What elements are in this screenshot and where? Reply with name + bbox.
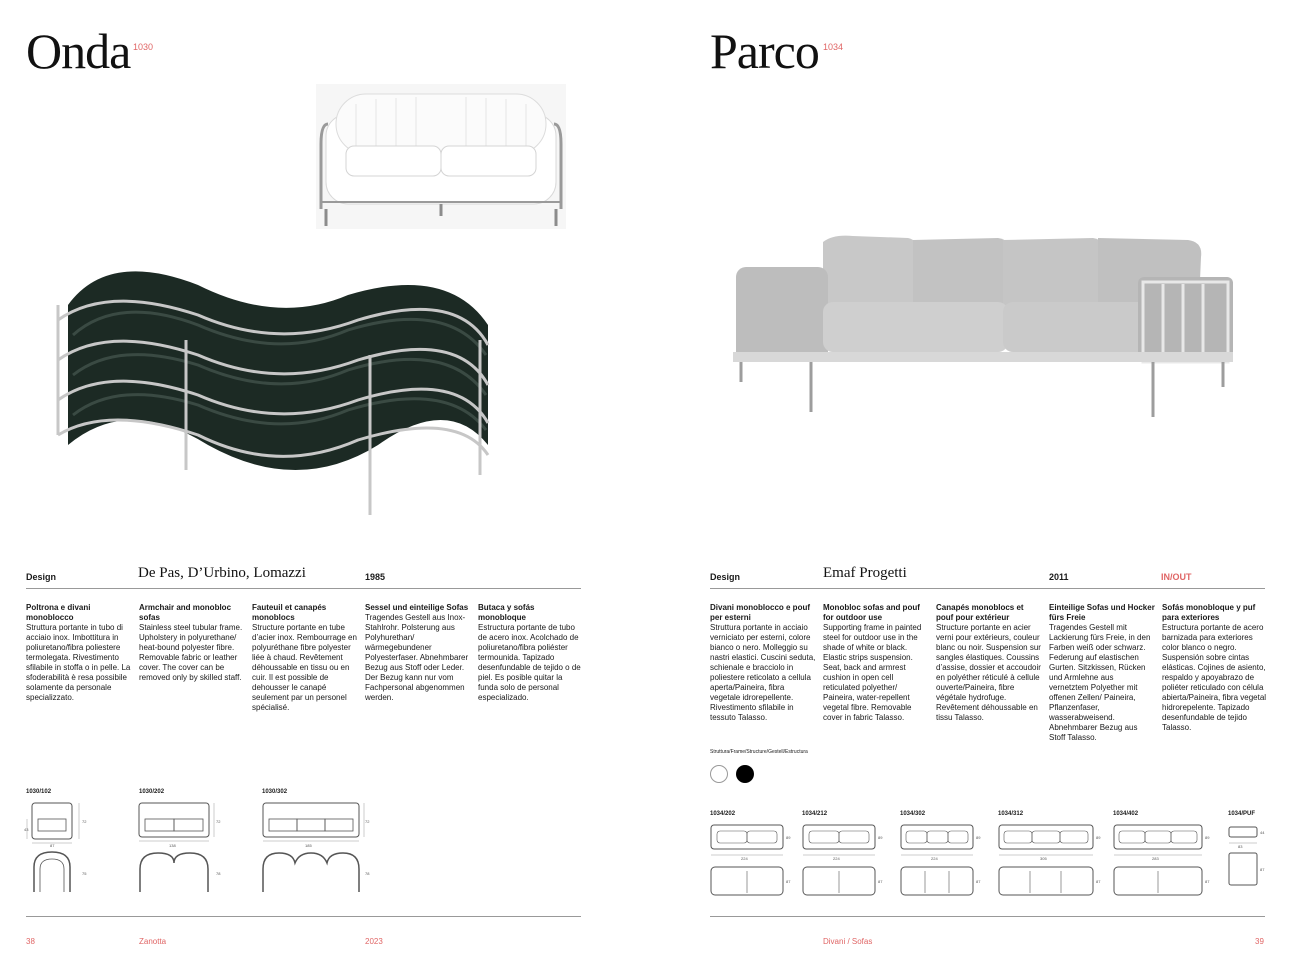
product-title: Onda xyxy=(26,23,131,79)
description-en: Monobloc sofas and pouf for outdoor use Supporting frame in painted steel for outdoor use in the shade of white or black. Elastic strips suspension. Seat, back and armrest cushion in open cell reticulated polyether/ Paineira, water-repellent vegetal fibre. Removable cover in fabric Talasso. xyxy=(823,603,922,722)
svg-text:138: 138 xyxy=(169,843,176,848)
dimension-drawing-1034-312 xyxy=(996,819,1106,899)
description-de: Einteilige Sofas und Hocker fürs Freie Tragendes Gestell mit Lackierung fürs Freie, in den Farben weiß oder schwarz. Federung auf elastischen Gurten. Sitzkissen, Rücken und Armlehne aus vernetztem Polyether mit offenen Zellen/ Paineira, Pflanzenfaser, wasserabweisend. Abnehmbarer Bezug aus Stoff Talasso. xyxy=(1049,603,1155,742)
dimension-drawing-1034-puf xyxy=(1226,819,1271,899)
svg-text:72: 72 xyxy=(82,819,87,824)
onda-black-sofa-image xyxy=(48,245,508,520)
svg-text:305: 305 xyxy=(1040,856,1047,861)
page-number: 38 xyxy=(26,937,35,946)
svg-text:43: 43 xyxy=(24,827,29,832)
svg-text:87: 87 xyxy=(1096,879,1101,884)
description-fr: Fauteuil et canapés monoblocs Structure portante en tube d’acier inox. Rembourrage en polyuréthane fibre polyester liée à chaud. Revêtement déhoussable en tissu ou en cuir. Il est possible de dehousser le canapé seulement par un personel spécialisé. xyxy=(252,603,357,712)
designer-name: Emaf Progetti xyxy=(823,565,907,581)
model-code: 1034/PUF xyxy=(1228,811,1256,817)
brand-name: Zanotta xyxy=(139,937,167,946)
divider xyxy=(26,588,581,589)
dimension-drawing-1034-402 xyxy=(1111,819,1216,899)
footer-divider xyxy=(26,916,581,917)
swatch-black[interactable] xyxy=(736,765,754,783)
svg-text:89: 89 xyxy=(1205,835,1210,840)
svg-text:89: 89 xyxy=(1096,835,1101,840)
dimension-drawing-1030-302 xyxy=(259,797,379,897)
dimension-drawing-1034-202 xyxy=(708,819,793,899)
in-out-badge: IN/OUT xyxy=(1161,572,1192,582)
description-it: Poltrona e divani monoblocco Struttura portante in tubo di acciaio inox. Imbottitura in poliuretano/fibra poliestere termolegata. Rivestimento sfilabile in stoffa o in pelle. La sfoderabilità è resa possibile solamente da personale specializzato. xyxy=(26,603,131,702)
right-page xyxy=(645,0,1291,968)
model-code: 1030/302 xyxy=(262,789,288,795)
dimension-drawing-1034-212 xyxy=(800,819,885,899)
svg-text:89: 89 xyxy=(786,835,791,840)
onda-white-sofa-image xyxy=(316,84,566,229)
product-title: Parco xyxy=(710,23,819,79)
svg-text:89: 89 xyxy=(976,835,981,840)
design-label: Design xyxy=(26,572,57,582)
model-code: 1034/402 xyxy=(1113,811,1139,817)
svg-text:44: 44 xyxy=(1260,830,1265,835)
model-code: 1030/102 xyxy=(26,789,52,795)
svg-text:224: 224 xyxy=(741,856,748,861)
description-fr: Canapés monoblocs et pouf pour extérieur Structure portante en acier verni pour extérieurs, couleur blanc ou noir. Suspension sur sangles élastiques. Coussins d’assise, dossier et accoudoir en polyéther réticulé à cellule ouverte/Paineira, fibre végétale hydrofuge. Revêtement déhoussable en tissu Talasso. xyxy=(936,603,1041,722)
svg-text:87: 87 xyxy=(50,843,55,848)
description-it: Divani monoblocco e pouf per esterni Struttura portante in acciaio verniciato per esterni, colore bianco o nero. Molleggio su nastri elastici. Cuscini seduta, schienale e bracciolo in poliestere reticolato a cellula aperta/Paineira, fibra vegetale idrorepellente. Rivestimento sfilabile in tessuto Talasso. xyxy=(710,603,816,722)
designer-name: De Pas, D’Urbino, Lomazzi xyxy=(138,565,306,581)
description-es: Butaca y sofás monobloque Estructura portante de tubo de acero inox. Acolchado de poliuretano/fibra poliéster termounida. Tapizado desenfundable de tejido o de piel. Es posible quitar la funda solo de personal especializado. xyxy=(478,603,581,702)
svg-text:78: 78 xyxy=(365,871,370,876)
page-number: 39 xyxy=(1255,937,1264,946)
description-en: Armchair and monobloc sofas Stainless steel tubular frame. Upholstery in polyurethane/ heat-bound polyester fibre. Removable fabric or leather cover. The cover can be removed only by skilled staff. xyxy=(139,603,243,682)
svg-text:75: 75 xyxy=(82,871,87,876)
left-page xyxy=(0,0,645,968)
svg-text:283: 283 xyxy=(1152,856,1159,861)
svg-text:72: 72 xyxy=(365,819,370,824)
svg-text:87: 87 xyxy=(878,879,883,884)
dimension-drawing-1030-102 xyxy=(24,797,94,897)
footer-divider xyxy=(710,916,1265,917)
divider xyxy=(710,588,1265,589)
svg-text:224: 224 xyxy=(931,856,938,861)
svg-text:89: 89 xyxy=(878,835,883,840)
svg-text:72: 72 xyxy=(216,819,221,824)
svg-text:87: 87 xyxy=(786,879,791,884)
svg-text:78: 78 xyxy=(216,871,221,876)
description-es: Sofás monobloque y puf para exteriores Estructura portante de acero barnizada para exteriores color blanco o negro. Suspensión sobre cintas elásticas. Cojines de asiento, respaldo y apoyabrazo de poliéter reticulado con célula abierta/Paineira, fibra vegetal hidrorepelente. Tapizado desenfundable de tejido Talasso. xyxy=(1162,603,1267,732)
design-year: 1985 xyxy=(365,572,386,582)
model-code: 1030/202 xyxy=(139,789,165,795)
frame-color-label: Struttura/Frame/Structure/Gestell/Estructura xyxy=(710,749,808,755)
product-code: 1034 xyxy=(823,42,844,52)
svg-text:87: 87 xyxy=(1205,879,1210,884)
svg-text:185: 185 xyxy=(305,843,312,848)
model-code: 1034/312 xyxy=(998,811,1024,817)
dimension-drawing-1030-202 xyxy=(136,797,226,897)
svg-text:83: 83 xyxy=(1238,844,1243,849)
svg-text:87: 87 xyxy=(976,879,981,884)
swatch-white[interactable] xyxy=(710,765,728,783)
model-code: 1034/212 xyxy=(802,811,828,817)
description-de: Sessel und einteilige Sofas Tragendes Gestell aus Inox-Stahlrohr. Polsterung aus Polyhurethan/ wärmegebundener Polyesterfaser. Abnehmbarer Bezug aus Stoff oder Leder. Der Bezug kann nur vom Fachpersonal abgenommen werden. xyxy=(365,603,469,702)
model-code: 1034/202 xyxy=(710,811,736,817)
dimension-drawing-1034-302 xyxy=(898,819,983,899)
catalog-year: 2023 xyxy=(365,937,383,946)
model-code: 1034/302 xyxy=(900,811,926,817)
product-code: 1030 xyxy=(133,42,154,52)
svg-text:224: 224 xyxy=(833,856,840,861)
design-label: Design xyxy=(710,572,741,582)
svg-text:87: 87 xyxy=(1260,867,1265,872)
design-year: 2011 xyxy=(1049,572,1069,582)
parco-grey-sofa-image xyxy=(733,232,1233,422)
section-name: Divani / Sofas xyxy=(823,937,873,946)
